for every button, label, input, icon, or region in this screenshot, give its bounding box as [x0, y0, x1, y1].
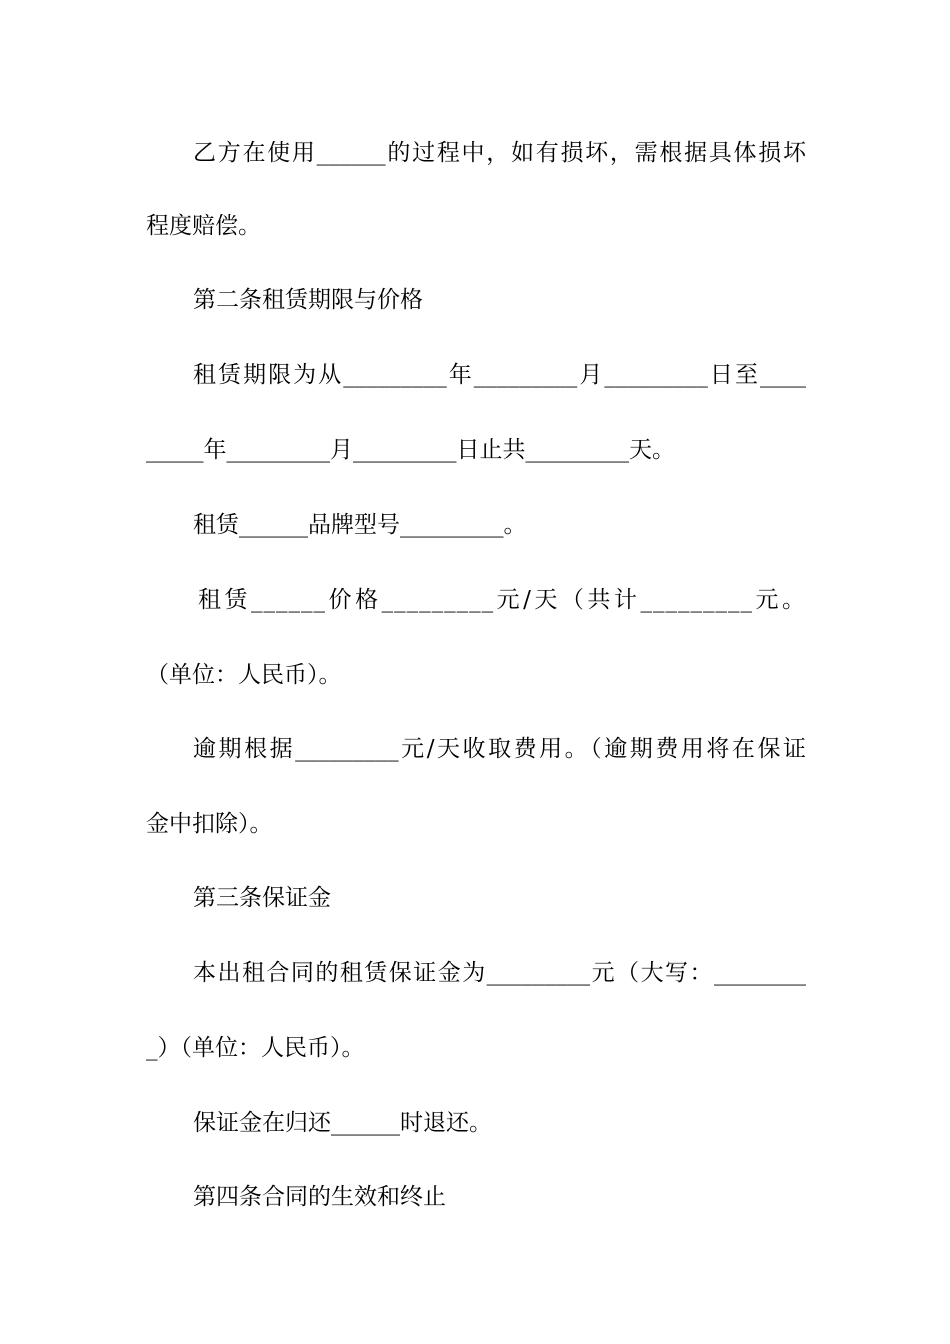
section-heading-2: 第二条租赁期限与价格: [193, 287, 423, 313]
paragraph-deposit-refund: 保证金在归还______时退还。: [193, 1110, 492, 1136]
paragraph-overdue-line-2: 金中扣除）。: [146, 811, 273, 837]
section-heading-3: 第三条保证金: [193, 885, 331, 911]
paragraph-deposit-line-1: 本出租合同的租赁保证金为_________元（大写：________: [193, 960, 806, 986]
paragraph-damage-line-2: 程度赔偿。: [146, 213, 261, 239]
paragraph-price-line-1: 租赁______价格_________元/天（共计_________元。: [198, 587, 806, 613]
paragraph-price-line-2: （单位：人民币）。: [146, 662, 342, 688]
paragraph-overdue-line-1: 逾期根据_________元/天收取费用。（逾期费用将在保证: [193, 736, 806, 762]
paragraph-term-line-1: 租赁期限为从_________年_________月_________日至____: [193, 362, 806, 388]
section-heading-4: 第四条合同的生效和终止: [193, 1184, 446, 1210]
paragraph-term-line-2: _____年_________月_________日止共_________天。: [146, 437, 675, 463]
paragraph-damage-line-1: 乙方在使用______的过程中，如有损坏，需根据具体损坏: [193, 140, 806, 166]
paragraph-brand-model: 租赁______品牌型号_________。: [193, 512, 527, 538]
paragraph-deposit-line-2: _）（单位：人民币）。: [146, 1035, 365, 1061]
